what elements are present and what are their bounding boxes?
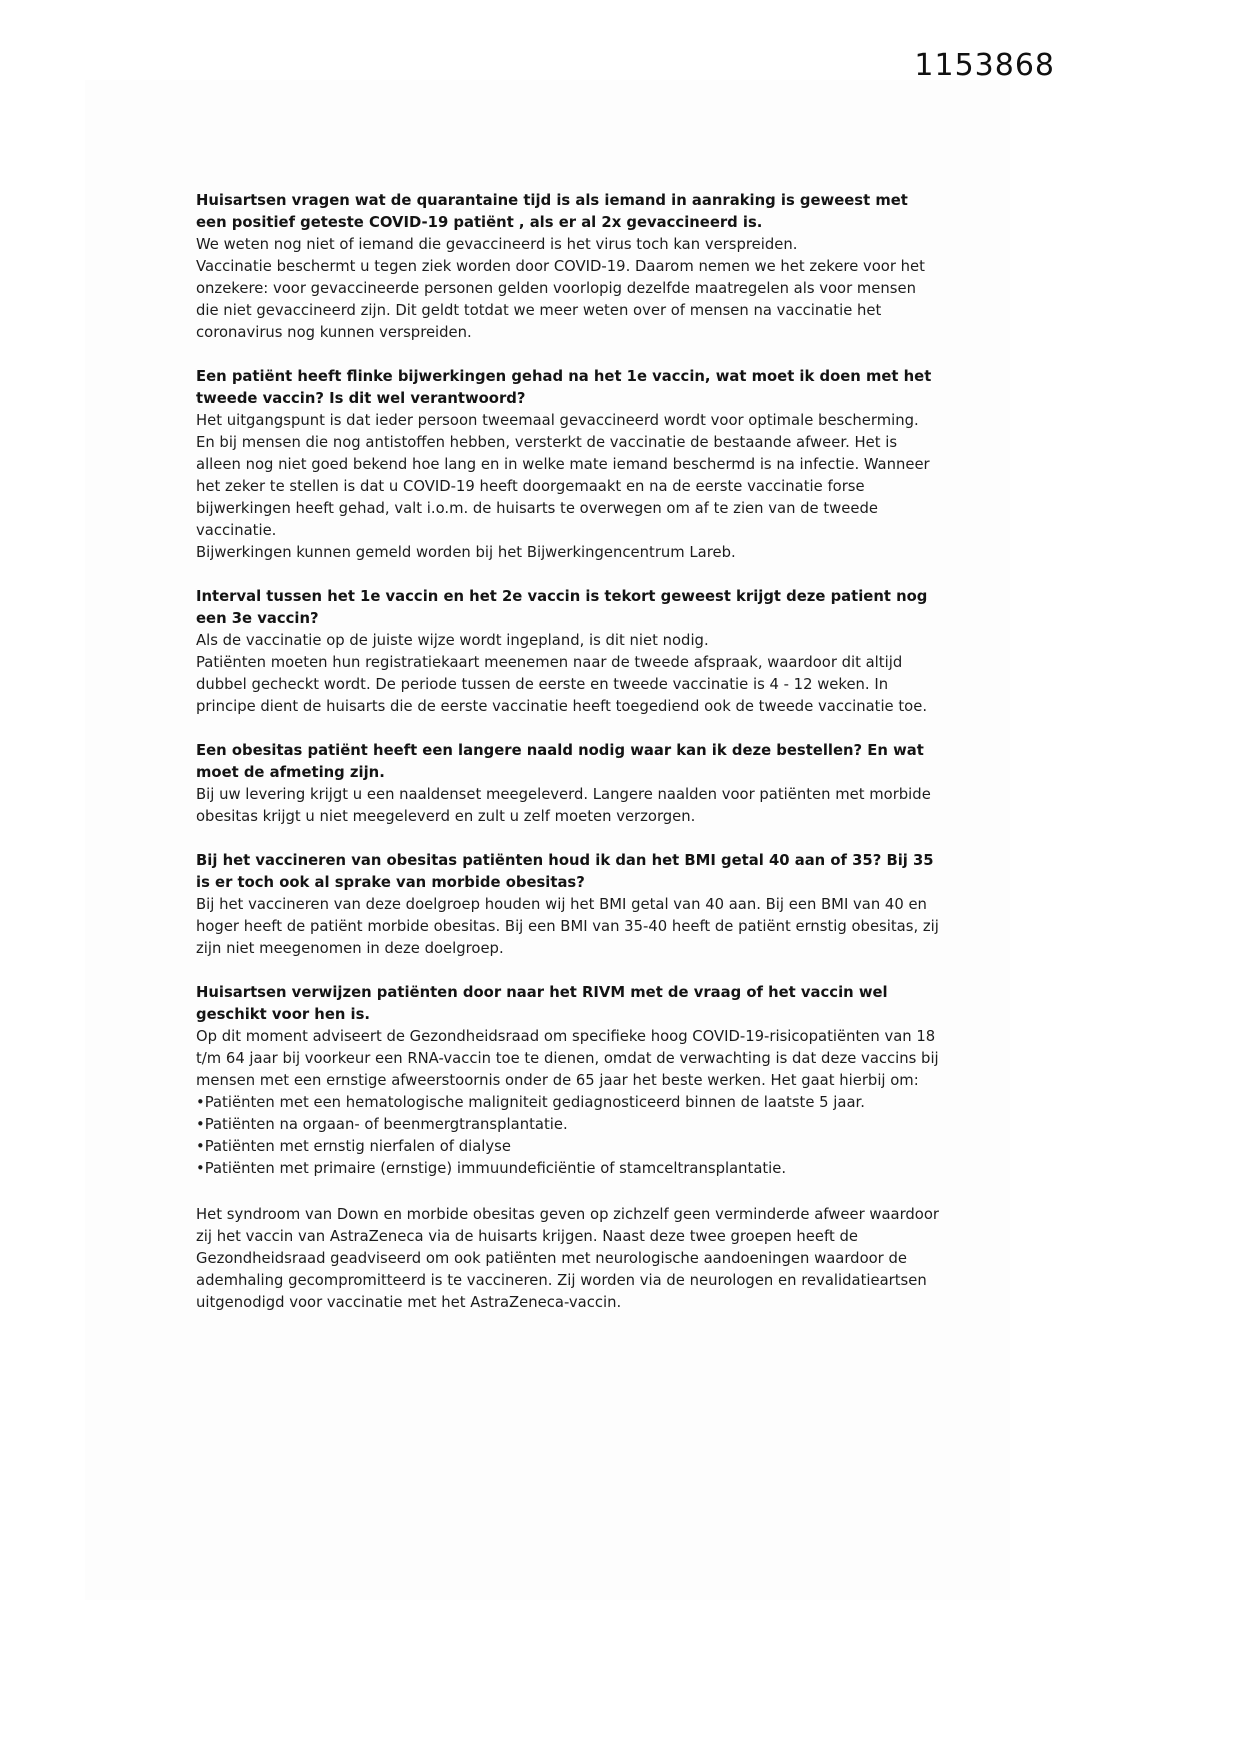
qa-section-bmi xyxy=(196,850,941,960)
bullet-item: • Patiënten met ernstig nierfalen of dialyse xyxy=(196,1136,941,1158)
answer-paragraph: Het uitgangspunt is dat ieder persoon tweemaal gevaccineerd wordt voor optimale bescherming. En bij mensen die nog antistoffen hebben, versterkt de vaccinatie de bestaande afweer. Het is alleen nog niet goed bekend hoe lang en in welke mate iemand beschermd is na infectie. Wanneer het zeker te stellen is dat u COVID-19 heeft doorgemaakt en na de eerste vaccinatie forse bijwerkingen heeft gehad, valt i.o.m. de huisarts te overwegen om af te zien van de tweede vaccinatie. xyxy=(196,412,930,539)
closing-paragraph-block xyxy=(196,1204,941,1314)
question-heading: Bij het vaccineren van obesitas patiënten houd ik dan het BMI getal 40 aan of 35? Bij 35 is er toch ook al sprake van morbide obesitas? xyxy=(196,852,934,891)
document-number: 1153868 xyxy=(914,48,1055,83)
question-heading: Huisartsen vragen wat de quarantaine tijd is als iemand in aanraking is geweest met een positief geteste COVID-19 patiënt , als er al 2x gevaccineerd is. xyxy=(196,192,908,231)
question-heading: Een obesitas patiënt heeft een langere naald nodig waar kan ik deze bestellen? En wat moet de afmeting zijn. xyxy=(196,742,924,781)
bullet-item: • Patiënten met een hematologische maligniteit gediagnosticeerd binnen de laatste 5 jaar. xyxy=(196,1092,941,1114)
answer-paragraph: Bij uw levering krijgt u een naaldenset meegeleverd. Langere naalden voor patiënten met morbide obesitas krijgt u niet meegeleverd en zult u zelf moeten verzorgen. xyxy=(196,786,931,825)
closing-paragraph: Het syndroom van Down en morbide obesitas geven op zichzelf geen verminderde afweer waardoor zij het vaccin van AstraZeneca via de huisarts krijgen. Naast deze twee groepen heeft de Gezondheidsraad geadviseerd om ook patiënten met neurologische aandoeningen waardoor de ademhaling gecompromitteerd is te vaccineren. Zij worden via de neurologen en revalidatieartsen uitgenodigd voor vaccinatie met het AstraZeneca-vaccin. xyxy=(196,1206,939,1311)
answer-paragraph: Als de vaccinatie op de juiste wijze wordt ingepland, is dit niet nodig. xyxy=(196,632,709,649)
answer-paragraph: Vaccinatie beschermt u tegen ziek worden door COVID-19. Daarom nemen we het zekere voor het onzekere: voor gevaccineerde personen gelden voorlopig dezelfde maatregelen als voor mensen die niet gevaccineerd zijn. Dit geldt totdat we meer weten over of mensen na vaccinatie het coronavirus nog kunnen verspreiden. xyxy=(196,258,925,341)
bullet-item: • Patiënten met primaire (ernstige) immuundeficiëntie of stamceltransplantatie. xyxy=(196,1158,941,1180)
qa-section-quarantaine xyxy=(196,190,941,344)
answer-paragraph: Op dit moment adviseert de Gezondheidsraad om specifieke hoog COVID-19-risicopatiënten van 18 t/m 64 jaar bij voorkeur een RNA-vaccin toe te dienen, omdat de verwachting is dat deze vaccins bij mensen met een ernstige afweerstoornis onder de 65 jaar het beste werken. Het gaat hierbij om: xyxy=(196,1028,939,1089)
qa-section-interval xyxy=(196,586,941,718)
document-content xyxy=(196,190,941,1314)
question-heading: Interval tussen het 1e vaccin en het 2e vaccin is tekort geweest krijgt deze patient nog een 3e vaccin? xyxy=(196,588,928,627)
qa-section-naald xyxy=(196,740,941,828)
qa-section-rivm xyxy=(196,982,941,1180)
answer-paragraph: We weten nog niet of iemand die gevaccineerd is het virus toch kan verspreiden. xyxy=(196,236,798,253)
question-heading: Een patiënt heeft flinke bijwerkingen gehad na het 1e vaccin, wat moet ik doen met het tweede vaccin? Is dit wel verantwoord? xyxy=(196,368,932,407)
bullet-item: • Patiënten na orgaan- of beenmergtransplantatie. xyxy=(196,1114,941,1136)
qa-section-bijwerkingen xyxy=(196,366,941,564)
question-heading: Huisartsen verwijzen patiënten door naar het RIVM met de vraag of het vaccin wel geschikt voor hen is. xyxy=(196,984,888,1023)
answer-paragraph: Patiënten moeten hun registratiekaart meenemen naar de tweede afspraak, waardoor dit altijd dubbel gecheckt wordt. De periode tussen de eerste en tweede vaccinatie is 4 - 12 weken. In principe dient de huisarts die de eerste vaccinatie heeft toegediend ook de tweede vaccinatie toe. xyxy=(196,654,928,715)
answer-paragraph: Bij het vaccineren van deze doelgroep houden wij het BMI getal van 40 aan. Bij een BMI van 40 en hoger heeft de patiënt morbide obesitas. Bij een BMI van 35-40 heeft de patiënt ernstig obesitas, zij zijn niet meegenomen in deze doelgroep. xyxy=(196,896,939,957)
answer-paragraph: Bijwerkingen kunnen gemeld worden bij het Bijwerkingencentrum Lareb. xyxy=(196,544,736,561)
